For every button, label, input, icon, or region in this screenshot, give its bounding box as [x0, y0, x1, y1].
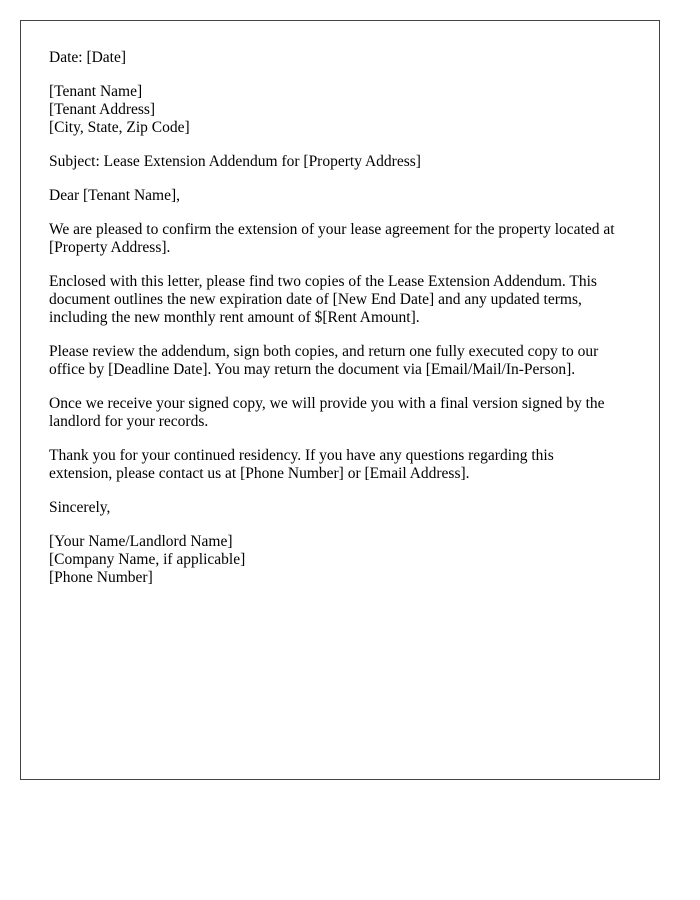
closing-text: Sincerely, [49, 499, 111, 516]
paragraph-enclosure [49, 273, 649, 327]
paragraph-line: We are pleased to confirm the extension of your lease agreement for the property located at [49, 221, 615, 238]
recipient-name: [Tenant Name] [49, 83, 143, 100]
paragraph-thanks [49, 447, 649, 483]
subject-line [49, 153, 649, 171]
paragraph-line: landlord for your records. [49, 413, 209, 430]
recipient-block [49, 83, 649, 137]
paragraph-line: Thank you for your continued residency. If you have any questions regarding this [49, 447, 554, 464]
paragraph-line: including the new monthly rent amount of $[Rent Amount]. [49, 309, 420, 326]
date-text: Date: [Date] [49, 49, 127, 66]
salutation-text: Dear [Tenant Name], [49, 187, 181, 204]
paragraph-line: Please review the addendum, sign both copies, and return one fully executed copy to our [49, 343, 599, 360]
paragraph-line: Once we receive your signed copy, we will provide you with a final version signed by the [49, 395, 605, 412]
paragraph-final-version [49, 395, 649, 431]
paragraph-confirmation [49, 221, 649, 257]
signature-name: [Your Name/Landlord Name] [49, 533, 233, 550]
paragraph-line: Enclosed with this letter, please find two copies of the Lease Extension Addendum. This [49, 273, 597, 290]
date-line [49, 49, 649, 67]
signature-block [49, 533, 649, 587]
salutation [49, 187, 649, 205]
paragraph-line: office by [Deadline Date]. You may return the document via [Email/Mail/In-Person]. [49, 361, 576, 378]
closing [49, 499, 649, 517]
paragraph-line: document outlines the new expiration date of [New End Date] and any updated terms, [49, 291, 582, 308]
subject-text: Subject: Lease Extension Addendum for [Property Address] [49, 153, 421, 170]
recipient-city-state-zip: [City, State, Zip Code] [49, 119, 190, 136]
letter-page [20, 20, 660, 780]
paragraph-line: extension, please contact us at [Phone Number] or [Email Address]. [49, 465, 470, 482]
signature-company: [Company Name, if applicable] [49, 551, 246, 568]
paragraph-line: [Property Address]. [49, 239, 171, 256]
letter-body [49, 49, 649, 603]
paragraph-instructions [49, 343, 649, 379]
recipient-address: [Tenant Address] [49, 101, 156, 118]
signature-phone: [Phone Number] [49, 569, 153, 586]
